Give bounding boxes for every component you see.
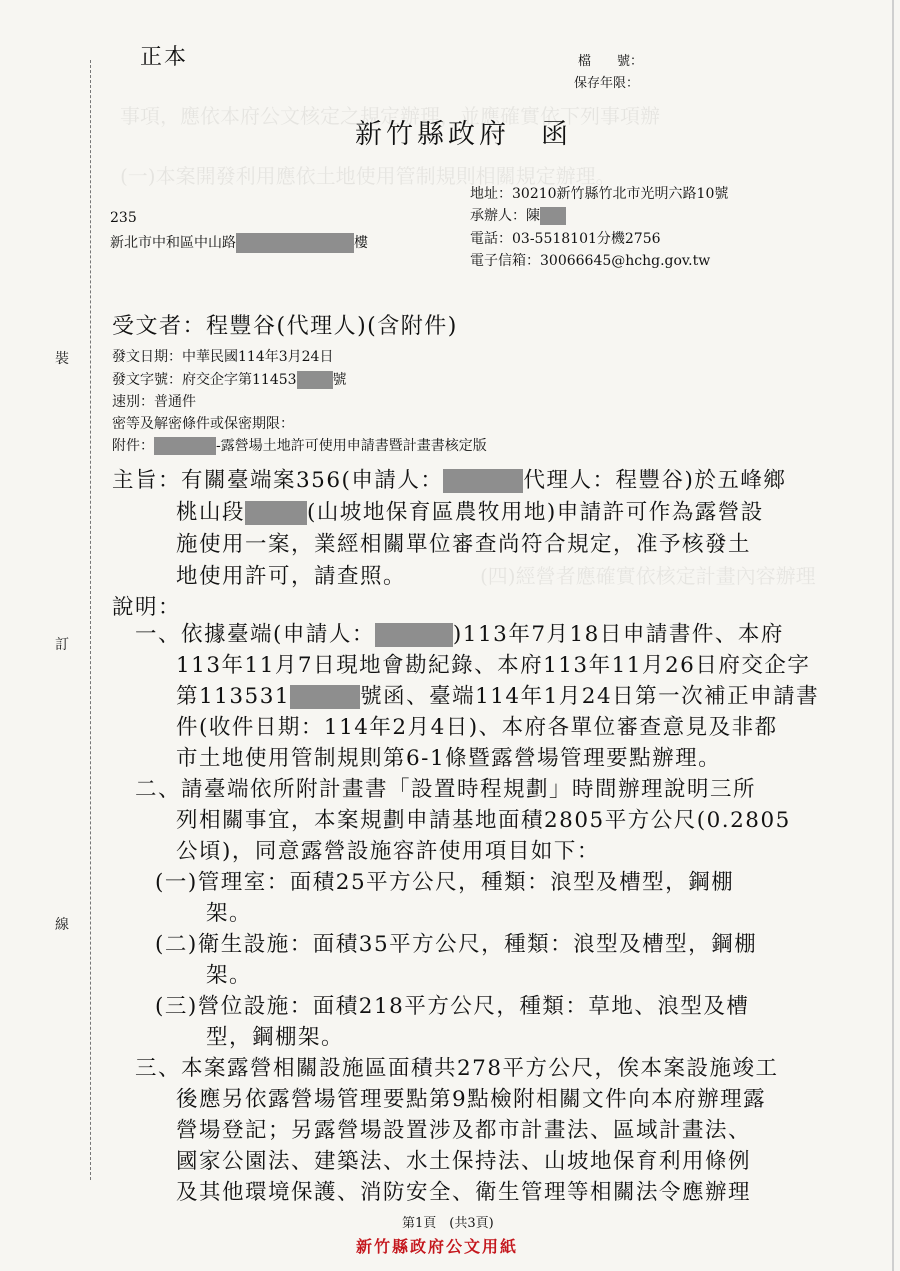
redaction-block bbox=[297, 371, 333, 389]
subject-line-4: 地使用許可，請查照。 bbox=[176, 564, 407, 589]
binding-mark-zhuang: 裝 bbox=[55, 351, 69, 367]
explanation-text: 一、依據臺端(申請人： bbox=[135, 622, 375, 647]
recipient-postal-code: 235 bbox=[110, 210, 137, 226]
secrecy-level: 密等及解密條件或保密期限： bbox=[112, 416, 294, 432]
redaction-block bbox=[154, 437, 216, 455]
item-1-line-1: (一)管理室：面積25平方公尺，種類：浪型及槽型，鋼棚 bbox=[155, 870, 735, 895]
item-3-line-2: 型，鋼棚架。 bbox=[206, 1025, 345, 1050]
binding-dashed-line bbox=[90, 60, 91, 1180]
explanation-3-line-3: 營場登記；另露營場設置涉及都市計畫法、區域計畫法、 bbox=[176, 1118, 752, 1143]
recipient-street-address bbox=[110, 232, 368, 253]
bleed-through-text: (四)經營者應確實依核定計畫內容辦理 bbox=[480, 564, 816, 588]
subject-text: 主旨：有關臺端案356(申請人： bbox=[112, 468, 444, 493]
explanation-2-line-3: 公頃)，同意露營設施容許使用項目如下： bbox=[176, 839, 600, 864]
bleed-through-text: (一)本案開發利用應依土地使用管制規則相關規定辦理。 bbox=[120, 164, 616, 188]
sender-address: 地址：30210新竹縣竹北市光明六路10號 bbox=[470, 186, 729, 202]
explanation-1-line-2: 113年11月7日現地會勘紀錄、本府113年11月26日府交企字 bbox=[176, 653, 811, 678]
subject-text: (山坡地保育區農牧用地)申請許可作為露營設 bbox=[307, 500, 764, 525]
bleed-through-text: 事項，應依本府公文核定之規定辦理，並應確實依下列事項辦 bbox=[120, 104, 660, 128]
explanation-1-line-4: 件(收件日期：114年2月4日)、本府各單位審查意見及非都 bbox=[176, 715, 778, 740]
redaction-block bbox=[236, 233, 354, 253]
explanation-text: )113年7月18日申請書件、本府 bbox=[452, 622, 784, 647]
explanation-1-line-5: 市土地使用管制規則第6-1條暨露營場管理要點辦理。 bbox=[176, 746, 722, 771]
subject-line-3: 施使用一案，業經相關單位審查尚符合規定，准予核發土 bbox=[176, 532, 752, 557]
handler-name bbox=[470, 205, 566, 225]
sender-phone: 電話：03-5518101分機2756 bbox=[470, 231, 661, 247]
explanation-heading: 說明： bbox=[112, 595, 182, 620]
sender-email: 電子信箱：30066645@hchg.gov.tw bbox=[470, 253, 711, 269]
official-stationery-label: 新竹縣政府公文用紙 bbox=[356, 1237, 519, 1256]
item-1-line-2: 架。 bbox=[206, 901, 253, 926]
redaction-block bbox=[443, 469, 523, 493]
issue-date: 發文日期：中華民國114年3月24日 bbox=[112, 349, 334, 365]
explanation-1-line-3 bbox=[176, 679, 819, 710]
explanation-text: 第113531 bbox=[176, 684, 291, 709]
subject-line-1 bbox=[112, 463, 786, 494]
retention-period-label: 保存年限： bbox=[574, 76, 640, 91]
copy-type-label: 正本 bbox=[140, 45, 189, 70]
page-edge bbox=[892, 0, 894, 1271]
redaction-block bbox=[245, 501, 307, 525]
explanation-3-line-1: 三、本案露營相關設施區面積共278平方公尺，俟本案設施竣工 bbox=[135, 1056, 779, 1081]
redaction-block bbox=[375, 623, 453, 647]
doc-number-suffix: 號 bbox=[332, 372, 347, 388]
subject-text: 桃山段 bbox=[176, 500, 246, 525]
explanation-2-line-2: 列相關事宜，本案規劃申請基地面積2805平方公尺(0.2805 bbox=[176, 808, 791, 833]
explanation-3-line-2: 後應另依露營場管理要點第9點檢附相關文件向本府辦理露 bbox=[176, 1087, 767, 1112]
handler-label: 承辦人：陳 bbox=[470, 208, 540, 224]
item-2-line-2: 架。 bbox=[206, 963, 253, 988]
explanation-text: 號函、臺端114年1月24日第一次補正申請書 bbox=[360, 684, 820, 709]
subject-line-2 bbox=[176, 495, 764, 526]
subject-text: 代理人：程豐谷)於五峰鄉 bbox=[523, 468, 787, 493]
item-3-line-1: (三)營位設施：面積218平方公尺，種類：草地、浪型及槽 bbox=[155, 994, 750, 1019]
attachment-title: -露營場土地許可使用申請書暨計畫書核定版 bbox=[216, 438, 487, 454]
street-suffix: 樓 bbox=[354, 235, 368, 251]
file-number-label: 檔 號： bbox=[578, 54, 644, 69]
binding-mark-xian: 線 bbox=[55, 917, 69, 933]
recipient-line: 受文者：程豐谷(代理人)(含附件) bbox=[112, 314, 458, 339]
street-prefix: 新北市中和區中山路 bbox=[110, 235, 236, 251]
delivery-speed: 速別：普通件 bbox=[112, 394, 196, 410]
redaction-block bbox=[290, 685, 360, 709]
explanation-1-line-1 bbox=[135, 617, 784, 648]
document-number bbox=[112, 369, 347, 389]
page-number: 第1頁 (共3頁) bbox=[402, 1216, 494, 1231]
redaction-block bbox=[540, 207, 566, 225]
explanation-3-line-4: 國家公園法、建築法、水土保持法、山坡地保育利用條例 bbox=[176, 1149, 752, 1174]
item-2-line-1: (二)衛生設施：面積35平方公尺，種類：浪型及槽型，鋼棚 bbox=[155, 932, 758, 957]
explanation-3-line-5: 及其他環境保護、消防安全、衛生管理等相關法令應辦理 bbox=[176, 1180, 752, 1205]
attachment-line bbox=[112, 435, 487, 455]
binding-mark-ding: 訂 bbox=[55, 637, 69, 653]
doc-number-prefix: 發文字號：府交企字第11453 bbox=[112, 372, 297, 388]
document-title: 新竹縣政府 函 bbox=[355, 119, 572, 150]
attachment-prefix: 附件： bbox=[112, 438, 154, 454]
explanation-2-line-1: 二、請臺端依所附計畫書「設置時程規劃」時間辦理說明三所 bbox=[135, 777, 757, 802]
